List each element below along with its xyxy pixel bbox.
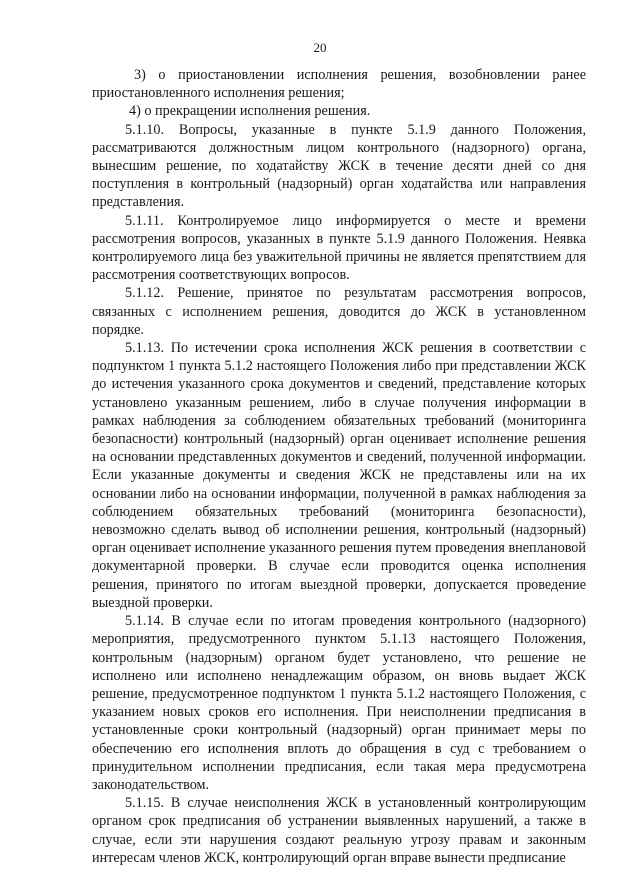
paragraph-5-1-12: 5.1.12. Решение, принятое по результатам рассмотрения вопросов, связанных с исполнением решения, доводится до ЖСК в установленном порядке. bbox=[92, 285, 586, 338]
paragraph-5-1-13: 5.1.13. По истечении срока исполнения ЖСК решения в соответствии с подпунктом 1 пункта 5.1.2 настоящего Положения либо при представлении ЖСК до истечения указанного срока документов и сведений, представление которых установлено указанным решением, либо в случае получения информации в рамках наблюдения за соблюдением обязательных требований (мониторинга безопасности) контрольный (надзорный) орган оценивает исполнение решения на основании представленных документов и сведений, полученной информации. Если указанные документы и сведения ЖСК не представлены или на их основании либо на основании информации, полученной в рамках наблюдения за соблюдением обязательных требований (мониторинга безопасности), невозможно сделать вывод об исполнении решения, контрольный (надзорный) орган оценивает исполнение указанного решения путем проведения внеплановой документарной проверки. В случае если проводится оценка исполнения решения, принятого по итогам выездной проверки, допускается проведение выездной проверки. bbox=[92, 340, 586, 611]
paragraph-5-1-10: 5.1.10. Вопросы, указанные в пункте 5.1.9 данного Положения, рассматриваются должностным лицом контрольного (надзорного) органа, вынесшим решение, по ходатайству ЖСК в течение десяти дней со дня поступления в контрольный (надзорный) орган ходатайства или направления представления. bbox=[92, 121, 586, 211]
document-body bbox=[92, 66, 586, 867]
paragraph-subitem-4: 4) о прекращении исполнения решения. bbox=[129, 103, 371, 120]
paragraph-5-1-11: 5.1.11. Контролируемое лицо информируется о месте и времени рассмотрения вопросов, указанных в пункте 5.1.9 данного Положения. Неявка контролируемого лица без уважительной причины не является препятствием для рассмотрения соответствующих вопросов. bbox=[92, 212, 586, 284]
paragraph-5-1-14: 5.1.14. В случае если по итогам проведения контрольного (надзорного) мероприятия, предусмотренного пунктом 5.1.13 настоящего Положения, контрольным (надзорным) органом будет установлено, что решение не исполнено или исполнено ненадлежащим образом, он вновь выдает ЖСК решение, предусмотренное подпунктом 1 пункта 5.1.2 настоящего Положения, с указанием новых сроков его исполнения. При неисполнении предписания в установленные сроки контрольный (надзорный) орган принимает меры по обеспечению его исполнения вплоть до обращения в суд с требованием о принудительном исполнении предписания, если такая мера предусмотрена законодательством. bbox=[92, 613, 586, 793]
page-number: 20 bbox=[313, 40, 327, 55]
paragraph-5-1-15: 5.1.15. В случае неисполнения ЖСК в установленный контролирующим органом срок предписания об устранении выявленных нарушений, а также в случае, если эти нарушения создают реальную угрозу правам и законным интересам членов ЖСК, контролирующий орган вправе вынести предписание bbox=[92, 795, 586, 866]
paragraph-subitem-3: 3) о приостановлении исполнения решения, возобновлении ранее приостановленного исполнения решения; bbox=[92, 67, 586, 102]
